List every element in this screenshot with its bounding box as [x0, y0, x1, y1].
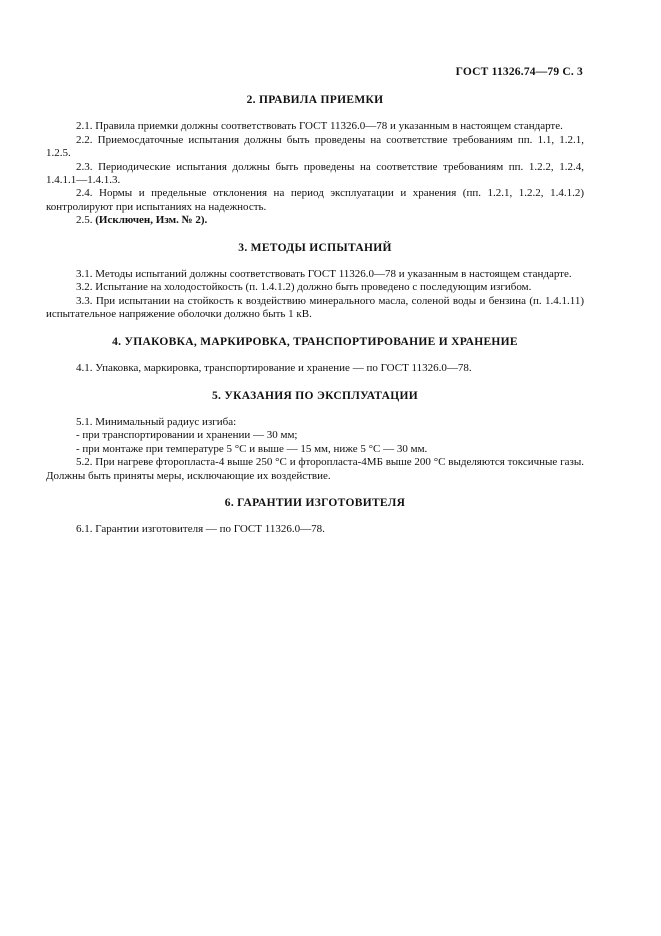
- dash-item: - при монтаже при температуре 5 °С и выше — 15 мм, ниже 5 °С — 30 мм.: [76, 442, 428, 455]
- section-title: 4. УПАКОВКА, МАРКИРОВКА, ТРАНСПОРТИРОВАНИЕ И ХРАНЕНИЕ: [112, 335, 518, 348]
- paragraph-number: 2.5.: [76, 214, 93, 227]
- section-test-methods: [46, 242, 584, 322]
- paragraph: 5.2. При нагреве фторопласта-4 выше 250 °С и фторопласта-4МБ выше 200 °С выделяются токсичные газы. Должны быть приняты меры, исключающие их воздействие.: [46, 456, 584, 482]
- paragraph: 2.3. Периодические испытания должны быть проведены на соответствие требованиям пп. 1.2.2, 1.2.4, 1.4.1.1—1.4.1.3.: [46, 160, 584, 187]
- section-operation: [46, 390, 584, 483]
- section-title: 5. УКАЗАНИЯ ПО ЭКСПЛУАТАЦИИ: [211, 389, 419, 402]
- paragraph: 2.2. Приемосдаточные испытания должны быть проведены на соответствие требованиям пп. 1.1, 1.2.1, 1.2.5.: [46, 133, 584, 160]
- section-title: 3. МЕТОДЫ ИСПЫТАНИЙ: [238, 241, 392, 254]
- excluded-note: (Исключен, Изм. № 2).: [95, 214, 208, 227]
- paragraph: 3.2. Испытание на холодостойкость (п. 1.4.1.2) должно быть проведено с последующим изгибом.: [76, 281, 532, 294]
- section-warranty: [46, 497, 584, 537]
- paragraph: 4.1. Упаковка, маркировка, транспортирование и хранение — по ГОСТ 11326.0—78.: [76, 362, 472, 375]
- running-head: ГОСТ 11326.74—79 С. 3: [455, 66, 583, 78]
- section-acceptance-rules: [46, 94, 584, 228]
- paragraph: 3.3. При испытании на стойкость к воздействию минерального масла, соленой воды и бензина (п. 1.4.1.11) испытательное напряжение оболочки должно быть 1 кВ.: [46, 294, 584, 321]
- section-title: 2. ПРАВИЛА ПРИЕМКИ: [246, 94, 384, 106]
- paragraph: 5.1. Минимальный радиус изгиба:: [76, 415, 237, 428]
- paragraph: 2.4. Нормы и предельные отклонения на период эксплуатации и хранения (пп. 1.2.1, 1.2.2, 1.4.1.2) контролируют при испытаниях на надежность.: [46, 187, 584, 213]
- paragraph: 3.1. Методы испытаний должны соответствовать ГОСТ 11326.0—78 и указанным в настоящем стандарте.: [76, 268, 572, 281]
- dash-item: - при транспортировании и хранении — 30 мм;: [76, 429, 298, 442]
- section-packaging: [46, 336, 584, 376]
- section-title: 6. ГАРАНТИИ ИЗГОТОВИТЕЛЯ: [224, 496, 406, 509]
- paragraph: 2.1. Правила приемки должны соответствовать ГОСТ 11326.0—78 и указанным в настоящем стандарте.: [76, 120, 563, 133]
- document-body: [46, 94, 584, 551]
- paragraph-excluded: [46, 214, 584, 227]
- paragraph: 6.1. Гарантии изготовителя — по ГОСТ 11326.0—78.: [76, 523, 325, 536]
